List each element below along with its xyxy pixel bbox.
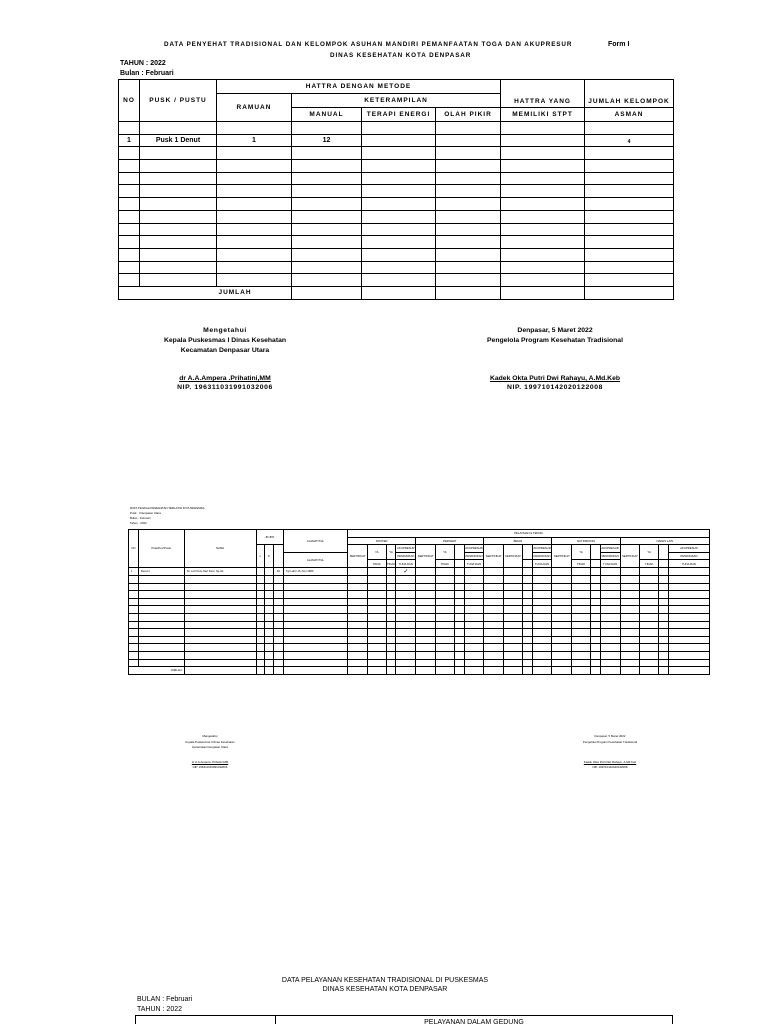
form1-tahun: TAHUN : 2022 [120, 60, 166, 67]
t2-sert-2: SERTIFIKAT [416, 545, 436, 568]
header-manual: MANUAL [292, 108, 362, 122]
t2-ya-1b: YA [386, 545, 396, 560]
jumlah-row [129, 667, 710, 675]
form1-form-label: Form I [608, 41, 630, 48]
header-keterampilan: KETERAMPILAN [292, 94, 501, 108]
t2-pend-5: PENDIDIKAN [668, 552, 709, 560]
header-olah-pikir: OLAH PIKIR [436, 108, 501, 122]
table-row [129, 636, 710, 644]
t2-akup-4: AKUPRESUR [601, 546, 619, 551]
t2-sign-right-nip: NIP. 199710142020122008 [592, 765, 628, 769]
form3-table [135, 1015, 673, 1024]
t2-tuna-4: TUNA DAN [600, 560, 620, 568]
t2-ya-1: YA [367, 545, 386, 560]
table-row [129, 606, 710, 614]
t2-header-nutrisionis: NUTRISIONIS [552, 537, 620, 545]
table-row [119, 134, 674, 147]
header-hattra-metode: HATTRA DENGAN METODE [217, 80, 501, 94]
t2-header-nakes-lain: NAKES LAIN [620, 537, 709, 545]
t2-header-alamat: ALAMAT/TGL [283, 530, 347, 553]
t2-header-no: NO [129, 530, 139, 568]
header-pusk: PUSK / PUSTU [140, 80, 217, 122]
row-no: 1 [119, 134, 140, 147]
t2-sert-5: SERTIFIKAT [620, 545, 640, 568]
form3-header-pelayanan: PELAYANAN DALAM GEDUNG [276, 1016, 673, 1024]
table-row [129, 651, 710, 659]
t2-sign-right-line1: Denpasar, 5 Maret 2022 [594, 734, 626, 738]
sign-left-line2: Kepala Puskesmas I Dinas Kesehatan [163, 337, 287, 344]
form3-title-line2: DINAS KESEHATAN KOTA DENPASAR [322, 986, 448, 993]
t2-header-dokter: DOKTER [348, 537, 416, 545]
row-olah-pikir [436, 134, 501, 147]
t2-tidak-1: TIDAK [367, 560, 386, 568]
t2-sign-left-line1: Mengetahui [202, 734, 218, 738]
t2-sert-3b: SERTIFIKAT [504, 545, 523, 568]
t2-ya-2: YA [436, 545, 455, 560]
t2-sert-4: SERTIFIKAT [552, 545, 572, 568]
sign-left-nip: NIP. 196311031991032006 [177, 384, 273, 391]
form1-title-line1: DATA PENYEHAT TRADISIONAL DAN KELOMPOK ASUHAN MANDIRI PEMANFAATAN TOGA DAN AKUPRESUR [164, 41, 573, 48]
sign-right-nip: NIP. 199710142020122008 [506, 384, 604, 391]
form2-tahun: Tahun : 2022 [130, 521, 147, 525]
t2-row-nama: Dr. Luh Putu Sari Devi, Sp.Ak [184, 567, 256, 575]
header-jumlah-kelompok: JUMLAH KELOMPOK [585, 80, 674, 108]
form1-table [118, 79, 674, 300]
table-row [129, 567, 710, 575]
table-row [119, 236, 674, 249]
table-row [129, 644, 710, 652]
row-terapi-energi [362, 134, 436, 147]
t2-sign-right-name [560, 760, 660, 764]
table-row [129, 621, 710, 629]
t2-pend-2: PENDIDIKAN [465, 554, 483, 559]
sign-left-name [120, 375, 330, 382]
t2-pend-4: PENDIDIKAN [601, 554, 619, 559]
sign-right-line2: Pengelola Program Kesehatan Tradisional [487, 337, 623, 344]
t2-sign-left-name-text: dr A.A.Ampera .Prihatini,MM [191, 760, 229, 764]
form2-title: DATA TENAGA KESEHATAN TERLATIH DI PUSKESMAS [130, 506, 205, 510]
table-row [129, 591, 710, 599]
sign-left-name-text: dr A.A.Ampera .Prihatini,MM [179, 375, 271, 382]
t2-tuna-3: TUNA DAN [532, 560, 552, 568]
t2-sign-right-name-text: Kadek Okta Putri Dwi Rahayu, A.Md.Keb [583, 760, 637, 764]
table-row [119, 261, 674, 274]
table-row [129, 583, 710, 591]
table-row [119, 185, 674, 198]
t2-akup-1: AKUPRESUR [397, 546, 415, 551]
t2-header-l: L [256, 545, 265, 568]
table-row [119, 172, 674, 185]
t2-row-alamat: Tgl Lahir 15 Juni 1980 [283, 567, 347, 575]
t2-alamat-sub: ALAMAT/TGL [283, 552, 347, 567]
form1-bulan: Bulan : Februari [120, 70, 174, 77]
t2-ya-4: YA [572, 545, 591, 560]
t2-akup-5: AKUPRESUR [668, 545, 709, 553]
t2-header-perawat: PERAWAT [416, 537, 484, 545]
t2-row-umur: 40 [273, 567, 283, 575]
row-ramuan: 1 [217, 134, 292, 147]
header-memiliki-stpt: MEMILIKI STPT [501, 108, 585, 122]
table-row [129, 613, 710, 621]
header-terapi-energi: TERAPI ENERGI [362, 108, 436, 122]
header-asman: ASMAN [585, 108, 674, 122]
sign-left-line1: Mengetahui [203, 327, 247, 334]
table-row [119, 248, 674, 261]
t2-sert-1: SERTIFIKAT [348, 545, 368, 568]
jumlah-label: JUMLAH [119, 286, 292, 299]
t2-pend-3: PENDIDIKAN [533, 554, 551, 559]
t2-tidak-1b: TIDAK [386, 561, 396, 566]
t2-header-p: P [265, 545, 274, 568]
t2-row-no: 1 [129, 567, 139, 575]
t2-row-pusk: Denut I [138, 567, 184, 575]
jumlah-row [119, 286, 674, 299]
t2-sert-3: SERTIFIKAT [484, 545, 504, 568]
table-row [119, 223, 674, 236]
form1-title-line2: DINAS KESEHATAN KOTA DENPASAR [330, 52, 472, 59]
t2-tidak-5: TIDAK [640, 560, 659, 568]
row-pusk: Pusk 1 Denut [140, 134, 217, 147]
t2-header-jk: JK/JKP [256, 530, 283, 545]
t2-header-nama: NAMA [184, 530, 256, 568]
header-ramuan: RAMUAN [217, 94, 292, 122]
t2-jumlah-label: JUMLAH [129, 667, 185, 675]
t2-akup-2: AKUPRESUR [465, 546, 483, 551]
table-row [119, 274, 674, 287]
table-row [129, 629, 710, 637]
header-hattra-yang: HATTRA YANG [501, 80, 585, 108]
t2-tidak-2: TIDAK [436, 560, 455, 568]
table-row [119, 210, 674, 223]
table-row [119, 198, 674, 211]
row-stpt [501, 134, 585, 147]
t2-header-bidan: BIDAN [484, 537, 552, 545]
table-row [129, 659, 710, 667]
form3-tahun: TAHUN : 2022 [137, 1006, 182, 1013]
t2-tuna-5: TUNA DAN [668, 560, 709, 568]
table-row [129, 598, 710, 606]
t2-sign-left-line3: Kecamatan Denpasar Utara [192, 745, 228, 749]
t2-sign-right-line2: Pengelola Program Kesehatan Tradisional [582, 740, 638, 744]
form2-table [128, 529, 710, 675]
t2-row-check: ✓ [396, 567, 416, 575]
sign-right-line1: Denpasar, 5 Maret 2022 [517, 327, 593, 334]
t2-tuna-1: TUNA DAN [396, 560, 416, 568]
form3-cell-left [136, 1016, 276, 1024]
t2-tidak-4: TIDAK [572, 560, 591, 568]
t2-header-pusk: Pusk/Kec/Pustu [138, 530, 184, 568]
form2-pusk: Pusk : I Denpasar Utara [130, 511, 161, 515]
table-row [119, 160, 674, 173]
sign-left-line3: Kecamatan Denpasar Utara [180, 347, 270, 354]
row-manual: 12 [292, 134, 362, 147]
form3-bulan: BULAN : Februari [137, 996, 193, 1003]
t2-akup-3: AKUPRESUR [533, 546, 551, 551]
t2-sign-left-nip: NIP. 196311031991032006 [192, 765, 228, 769]
table-row [129, 575, 710, 583]
t2-ya-5: YA [640, 545, 659, 560]
form3-title-line1: DATA PELAYANAN KESEHATAN TRADISIONAL DI PUSKESMAS [281, 977, 489, 984]
header-no: NO [119, 80, 140, 122]
sign-right-name-text: Kadek Okta Putri Dwi Rahayu, A.Md.Keb [489, 375, 621, 382]
form2-bulan: Bulan : Februari [130, 516, 151, 520]
t2-tuna-2: TUNA DAN [464, 560, 484, 568]
t2-sign-left-line2: Kepala Puskesmas I Dinas Kesehatan [185, 740, 235, 744]
row-asman: 4 [585, 134, 674, 147]
t2-sign-left-name [160, 760, 260, 764]
table-row [119, 147, 674, 160]
sign-right-name [440, 375, 670, 382]
t2-header-pelatihan: PELATIHAN & TEKNIK [348, 530, 710, 538]
t2-pend-1: PENDIDIKAN [397, 554, 415, 559]
